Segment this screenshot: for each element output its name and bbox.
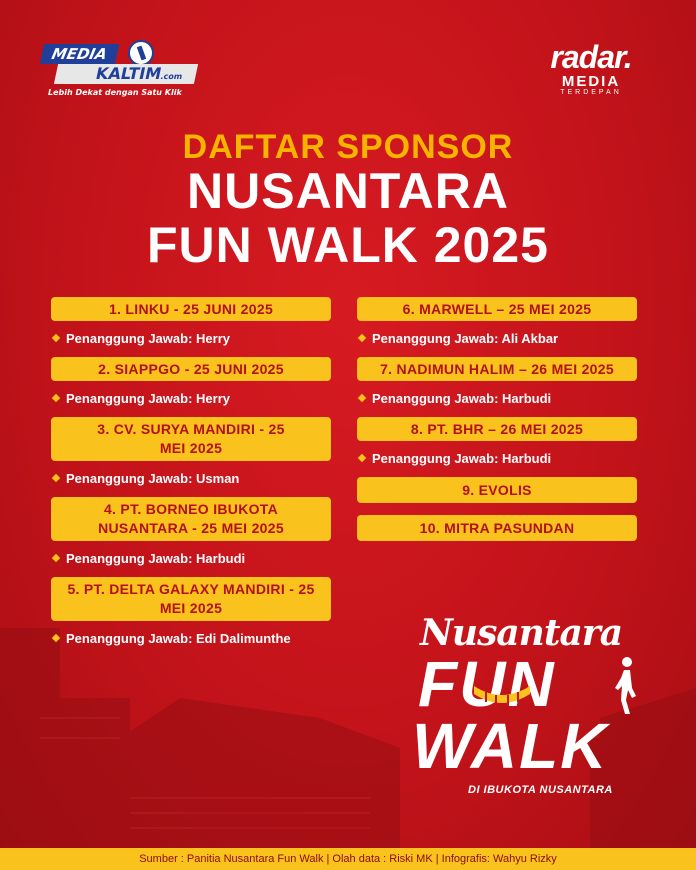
event-logo xyxy=(392,608,652,808)
bullet-diamond-icon xyxy=(52,334,60,342)
event-logo-walk: WALK xyxy=(412,710,609,782)
radar-media-logo-terdepan: TERDEPAN xyxy=(560,89,622,96)
sponsor-item xyxy=(51,577,331,649)
bullet-diamond-icon xyxy=(358,334,366,342)
sponsor-responsible xyxy=(51,467,331,489)
click-hand-icon xyxy=(128,40,154,66)
page-title-line2: FUN WALK 2025 xyxy=(147,217,549,273)
sponsor-item xyxy=(51,497,331,569)
credits-footer: Sumber : Panitia Nusantara Fun Walk | Olah data : Riski MK | Infografis: Wahyu Rizky xyxy=(0,848,696,870)
radar-media-logo-radar: radar. xyxy=(550,39,632,75)
sponsor-item xyxy=(51,297,331,349)
media-kaltim-logo-suffix: .com xyxy=(159,72,184,81)
media-kaltim-logo xyxy=(42,40,202,102)
sponsor-name-badge: 1. LINKU - 25 JUNI 2025 xyxy=(51,297,331,321)
sponsor-list-left xyxy=(51,297,331,657)
sponsor-item xyxy=(357,357,637,409)
event-logo-fun: FUN xyxy=(418,648,556,720)
bullet-diamond-icon xyxy=(52,394,60,402)
sponsor-name-badge: 3. CV. SURYA MANDIRI - 25 MEI 2025 xyxy=(51,417,331,461)
sponsor-item xyxy=(357,515,637,541)
media-kaltim-logo-kaltim-text: KALTIM xyxy=(94,64,164,83)
sponsor-name-badge: 9. EVOLIS xyxy=(357,477,637,503)
sponsor-responsible-text: Penanggung Jawab: Harbudi xyxy=(372,450,552,466)
sponsor-responsible-text: Penanggung Jawab: Harbudi xyxy=(66,550,246,566)
sponsor-name-badge: 4. PT. BORNEO IBUKOTA NUSANTARA - 25 MEI 2025 xyxy=(51,497,331,541)
radar-media-logo-media: MEDIA xyxy=(561,73,621,90)
bullet-diamond-icon xyxy=(52,634,60,642)
sponsor-responsible-text: Penanggung Jawab: Edi Dalimunthe xyxy=(66,630,291,646)
sponsor-name-badge: 8. PT. BHR – 26 MEI 2025 xyxy=(357,417,637,441)
sponsor-name-badge: 5. PT. DELTA GALAXY MANDIRI - 25 MEI 2025 xyxy=(51,577,331,621)
sponsor-responsible xyxy=(51,547,331,569)
sponsor-responsible xyxy=(357,327,637,349)
bullet-diamond-icon xyxy=(358,394,366,402)
sponsor-list-right xyxy=(357,297,637,549)
media-kaltim-tagline: Lebih Dekat dengan Satu Klik xyxy=(48,88,182,97)
sponsor-responsible xyxy=(51,387,331,409)
sponsor-responsible-text: Penanggung Jawab: Harbudi xyxy=(372,390,552,406)
sponsor-responsible-text: Penanggung Jawab: Ali Akbar xyxy=(372,330,559,346)
sponsor-responsible-text: Penanggung Jawab: Herry xyxy=(66,330,230,346)
event-logo-subtitle: DI IBUKOTA NUSANTARA xyxy=(468,784,613,796)
sponsor-name-badge: 7. NADIMUN HALIM – 26 MEI 2025 xyxy=(357,357,637,381)
sponsor-name-badge: 6. MARWELL – 25 MEI 2025 xyxy=(357,297,637,321)
media-kaltim-logo-media: MEDIA xyxy=(40,44,119,64)
sponsor-name-badge: 10. MITRA PASUNDAN xyxy=(357,515,637,541)
page-subtitle: DAFTAR SPONSOR xyxy=(182,128,514,166)
sponsor-item xyxy=(51,417,331,489)
sponsor-responsible xyxy=(51,327,331,349)
sponsor-item xyxy=(357,417,637,469)
sponsor-responsible-text: Penanggung Jawab: Usman xyxy=(66,470,240,486)
event-logo-nusantara: Nusantara xyxy=(420,612,623,654)
bullet-diamond-icon xyxy=(358,454,366,462)
bullet-diamond-icon xyxy=(52,474,60,482)
sponsor-responsible xyxy=(357,447,637,469)
media-kaltim-logo-kaltim xyxy=(54,64,198,84)
sponsor-responsible xyxy=(357,387,637,409)
page-title-line1: NUSANTARA xyxy=(187,163,509,219)
sponsor-responsible xyxy=(51,627,331,649)
radar-media-logo xyxy=(526,40,656,104)
sponsor-item xyxy=(357,297,637,349)
ikn-roof-icon xyxy=(472,682,532,708)
sponsor-name-badge: 2. SIAPPGO - 25 JUNI 2025 xyxy=(51,357,331,381)
sponsor-item xyxy=(51,357,331,409)
sponsor-item xyxy=(357,477,637,503)
sponsor-responsible-text: Penanggung Jawab: Herry xyxy=(66,390,230,406)
walking-person-icon xyxy=(612,656,638,716)
bullet-diamond-icon xyxy=(52,554,60,562)
